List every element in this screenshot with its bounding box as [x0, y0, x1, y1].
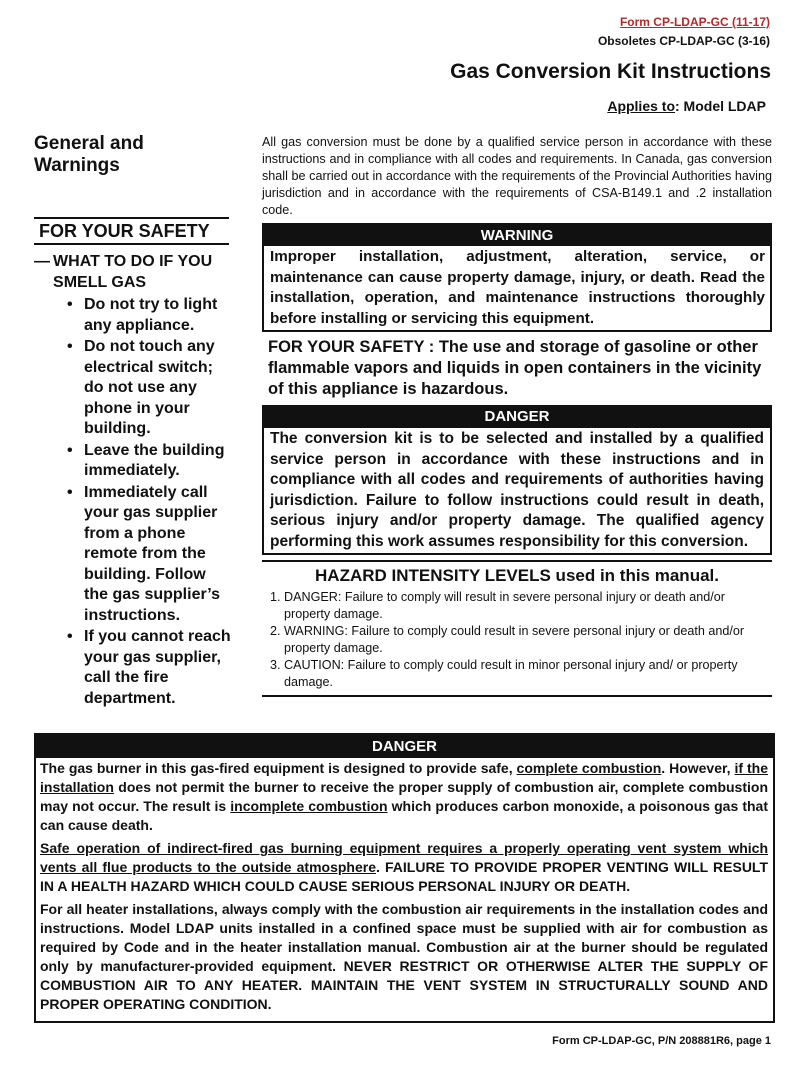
- applies-to: [607, 98, 766, 114]
- safety-paragraph: FOR YOUR SAFETY : The use and storage of gasoline or other flammable vapors and liquids in open containers in the vicinity of this appliance is hazardous.: [268, 338, 762, 398]
- left-column: [34, 133, 234, 710]
- danger-text: The conversion kit is to be selected and installed by a qualified service person in accordance with these instructions and in compliance with all codes and requirements of authorities having jurisdiction. Failure to follow instructions could result in death, serious injury and/or property damage. The qualified agency performing this work assumes responsibility for this conversion.: [270, 430, 764, 550]
- smell-gas-instructions: [34, 252, 234, 709]
- danger-label: DANGER: [264, 405, 770, 428]
- text-run: which produces carbon monoxide, a poisonous gas that can cause death.: [40, 798, 768, 833]
- text-run: . FAILURE TO PROVIDE PROPER VENTING WILL RESULT IN A HEALTH HAZARD WHICH COULD CAUSE SERIOUS PERSONAL INJURY OR DEATH.: [40, 859, 768, 894]
- obsoletes-note: Obsoletes CP-LDAP-GC (3-16): [597, 34, 770, 48]
- danger-body: [36, 758, 773, 1021]
- list-item: 3. CAUTION: Failure to comply could result in minor personal injury and/ or property damage.: [284, 657, 772, 690]
- list-item: • Do not try to light any appliance.: [64, 295, 234, 336]
- danger-paragraph-1: [40, 759, 768, 835]
- applies-value: : Model LDAP: [675, 98, 766, 114]
- text-run: The gas burner in this gas-fired equipment is designed to provide safe,: [40, 760, 517, 776]
- list-item: 1. DANGER: Failure to comply will result in severe personal injury or death and/or property damage.: [284, 589, 772, 622]
- hazard-title: HAZARD INTENSITY LEVELS used in this manual.: [315, 566, 719, 585]
- underlined-text: Safe operation of indirect-fired gas burning equipment requires a properly operating vent system which vents all flue products to the outside atmosphere: [40, 840, 768, 875]
- combustion-danger-box: [34, 733, 775, 1023]
- safety-bullets: [34, 295, 234, 709]
- em-dash: —: [34, 253, 50, 270]
- applies-label: Applies to: [607, 98, 675, 114]
- underlined-text: complete combustion: [516, 760, 662, 776]
- intro-paragraph: All gas conversion must be done by a qualified service person in accordance with these instructions and in compliance with all codes and requirements. In Canada, gas conversion shall be carried out in accordance with the requirements of the Provincial Authorities having jurisdiction and in accordance with the requirements of CSA-B149.1 and .2 installation code.: [262, 135, 772, 217]
- list-item: • Do not touch any electrical switch; do not use any phone in your building.: [64, 337, 234, 440]
- safety-box-heading: FOR YOUR SAFETY: [34, 217, 229, 245]
- text-run: . However,: [661, 760, 735, 776]
- list-item: • Immediately call your gas supplier from a phone remote from the building. Follow the gas supplier’s instructions.: [64, 483, 234, 627]
- hazard-levels-box: [262, 560, 772, 697]
- danger-paragraph-3: For all heater installations, always comply with the combustion air requirements in the installation codes and instructions. Model LDAP units installed in a confined space must be supplied with air for combustion as required by Code and in the heater installation manual. Combustion air at the burner should be regulated only by manufacturer-provided equipment. NEVER RESTRICT OR OTHERWISE ALTER THE SUPPLY OF COMBUSTION AIR TO ANY HEATER. MAINTAIN THE VENT SYSTEM IN STRUCTURALLY SOUND AND PROPER OPERATING CONDITION.: [40, 901, 768, 1012]
- underlined-text: if the installation: [40, 760, 768, 795]
- document-title: Gas Conversion Kit Instructions: [450, 60, 771, 83]
- hazard-list: [262, 589, 772, 690]
- warning-label: WARNING: [264, 225, 770, 246]
- list-item: • Leave the building immediately.: [64, 441, 234, 482]
- right-column: [262, 134, 772, 697]
- warning-box: [262, 223, 772, 332]
- text-run: does not permit the burner to receive the proper supply of combustion air, complete combustion may not occur. The result is: [40, 779, 768, 814]
- smell-heading: WHAT TO DO IF YOU SMELL GAS: [53, 253, 213, 291]
- underlined-text: incomplete combustion: [230, 798, 388, 814]
- form-number: Form CP-LDAP-GC (11-17): [619, 15, 770, 29]
- warning-text: Improper installation, adjustment, alteration, service, or maintenance can cause property damage, injury, or death. Read the installation, operation, and maintenance instructions thoroughly before installing or servicing this equipment.: [270, 248, 765, 327]
- section-title: General and Warnings: [34, 133, 144, 176]
- list-item: • If you cannot reach your gas supplier, call the fire department.: [64, 627, 234, 709]
- page-footer: Form CP-LDAP-GC, P/N 208881R6, page 1: [552, 1035, 771, 1047]
- danger-paragraph-2: [40, 839, 768, 896]
- danger-box: [262, 405, 772, 555]
- danger-label: DANGER: [36, 735, 773, 758]
- list-item: 2. WARNING: Failure to comply could result in severe personal injury or death and/or property damage.: [284, 623, 772, 656]
